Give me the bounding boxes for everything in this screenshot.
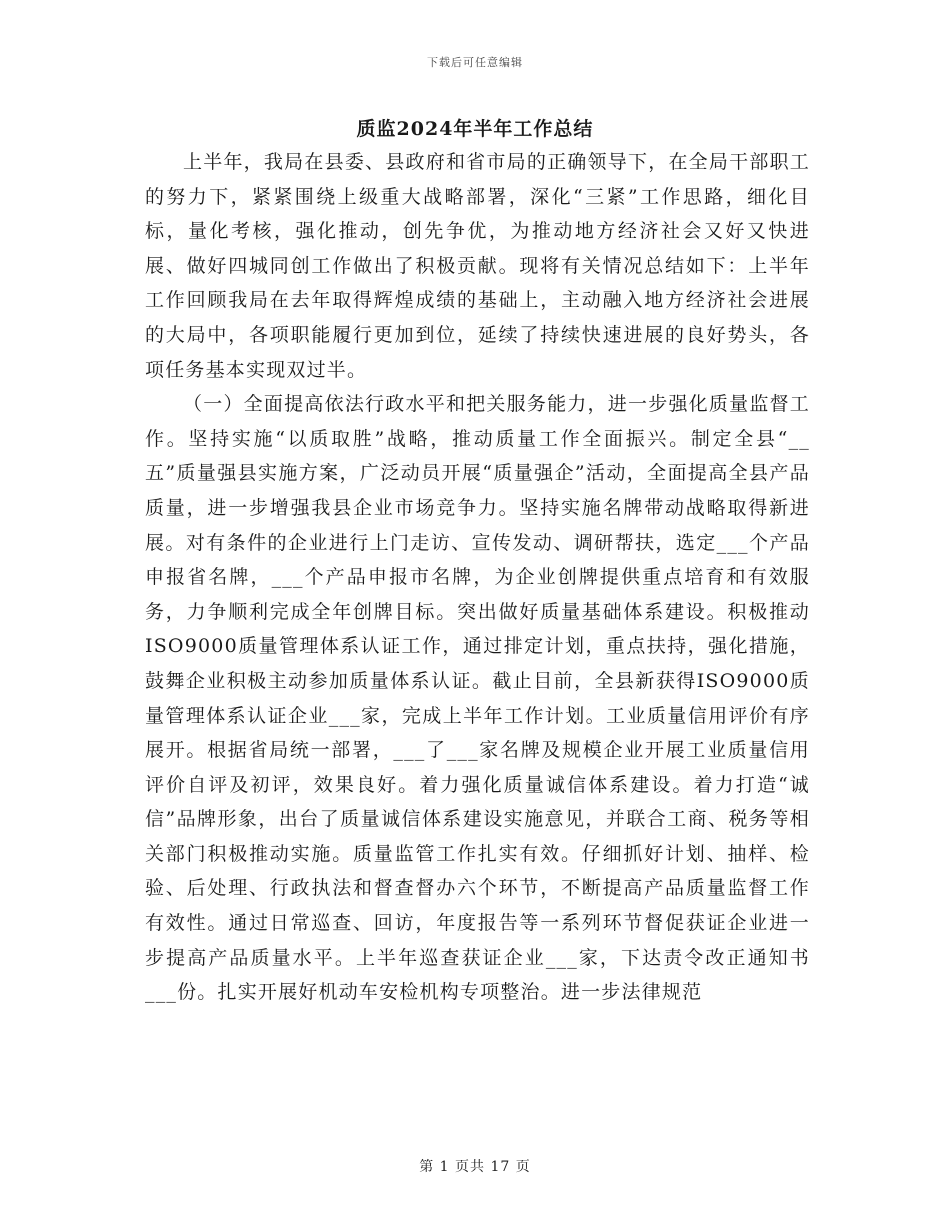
document-body: [145, 145, 810, 1010]
paragraph-section-one: （一）全面提高依法行政水平和把关服务能力，进一步强化质量监督工作。坚持实施“以质取胜”战略，推动质量工作全面振兴。制定全县“__五”质量强县实施方案，广泛动员开展“质量强企”活动，全面提高全县产品质量，进一步增强我县企业市场竞争力。坚持实施名牌带动战略取得新进展。对有条件的企业进行上门走访、宣传发动、调研帮扶，选定___个产品申报省名牌，___个产品申报市名牌，为企业创牌提供重点培育和有效服务，力争顺利完成全年创牌目标。突出做好质量基础体系建设。积极推动ISO9000质量管理体系认证工作，通过排定计划，重点扶持，强化措施，鼓舞企业积极主动参加质量体系认证。截止目前，全县新获得ISO9000质量管理体系认证企业___家，完成上半年工作计划。工业质量信用评价有序展开。根据省局统一部署，___了___家名牌及规模企业开展工业质量信用评价自评及初评，效果良好。着力强化质量诚信体系建设。着力打造“诚信”品牌形象，出台了质量诚信体系建设实施意见，并联合工商、税务等相关部门积极推动实施。质量监管工作扎实有效。仔细抓好计划、抽样、检验、后处理、行政执法和督查督办六个环节，不断提高产品质量监督工作有效性。通过日常巡查、回访，年度报告等一系列环节督促获证企业进一步提高产品质量水平。上半年巡查获证企业___家，下达责令改正通知书___份。扎实开展好机动车安检机构专项整治。进一步法律规范: [145, 393, 810, 1004]
document-title: 质监2024年半年工作总结: [356, 118, 594, 140]
page-number: 第 1 页共 17 页: [419, 1159, 531, 1175]
header-note: 下载后可任意编辑: [427, 56, 523, 69]
paragraph-intro: 上半年，我局在县委、县政府和省市局的正确领导下，在全局干部职工的努力下，紧紧围绕上级重大战略部署，深化“三紧”工作思路，细化目标，量化考核，强化推动，创先争优，为推动地方经济社会又好又快进展、做好四城同创工作做出了积极贡献。现将有关情况总结如下：上半年工作回顾我局在去年取得辉煌成绩的基础上，主动融入地方经济社会进展的大局中，各项职能履行更加到位，延续了持续快速进展的良好势头，各项任务基本实现双过半。: [145, 151, 810, 381]
